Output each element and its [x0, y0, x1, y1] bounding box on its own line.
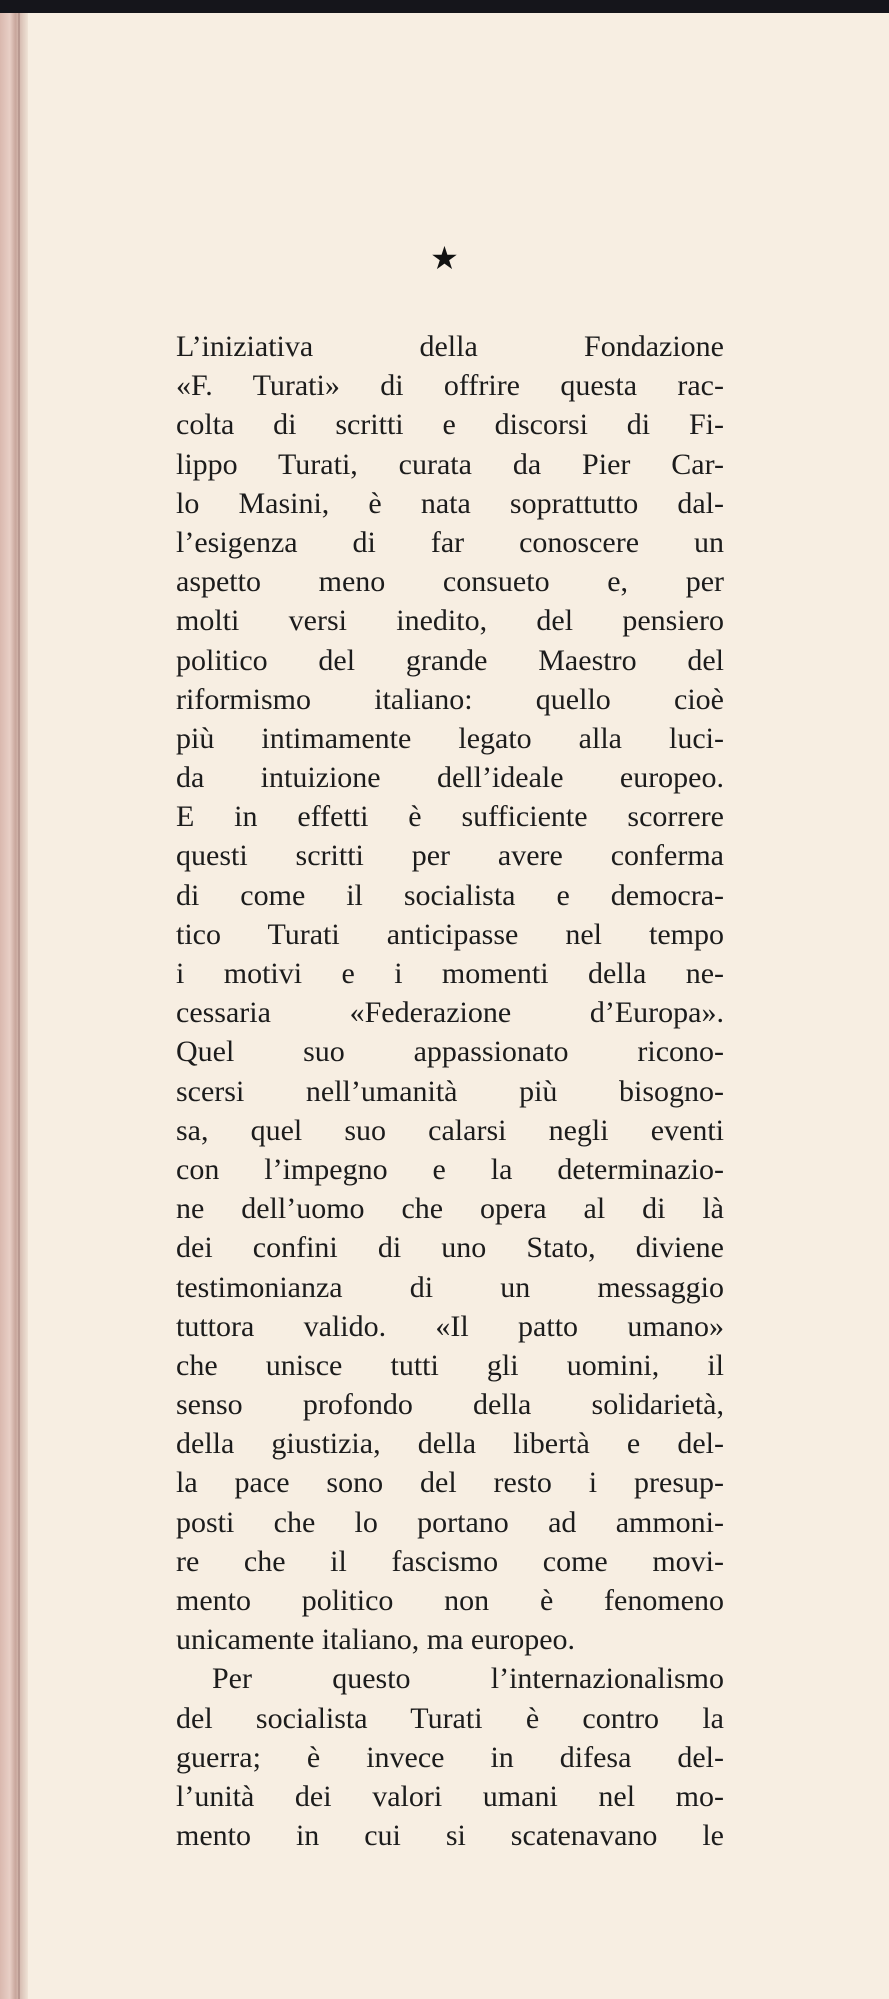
text-line: posti che lo portano ad ammoni-: [176, 1505, 724, 1539]
text-line: questi scritti per avere conferma: [176, 839, 724, 873]
star-ornament: ★: [430, 239, 459, 277]
text-line: tuttora valido. «Il patto umano»: [176, 1309, 724, 1343]
text-line: l’esigenza di far conoscere un: [176, 525, 724, 559]
text-line: i motivi e i momenti della ne-: [176, 957, 724, 990]
text-line: da intuizione dell’ideale europeo.: [176, 761, 724, 795]
text-line: guerra; è invece in difesa del-: [176, 1740, 724, 1774]
text-line: colta di scritti e discorsi di Fi-: [176, 408, 724, 442]
text-line: mento politico non è fenomeno: [176, 1584, 724, 1617]
text-line: «F. Turati» di offrire questa rac-: [176, 369, 724, 403]
text-line: più intimamente legato alla luci-: [176, 721, 724, 755]
text-line: tico Turati anticipasse nel tempo: [176, 917, 724, 951]
text-line: Per questo l’internazionalismo: [212, 1662, 724, 1696]
text-line: mento in cui si scatenavano le: [176, 1819, 724, 1853]
text-line: scersi nell’umanità più bisogno-: [176, 1074, 724, 1108]
text-line: della giustizia, della libertà e del-: [176, 1427, 724, 1461]
text-line: sa, quel suo calarsi negli eventi: [176, 1113, 724, 1147]
text-line: di come il socialista e democra-: [176, 878, 724, 912]
text-line: riformismo italiano: quello cioè: [176, 682, 724, 716]
text-line: dei confini di uno Stato, diviene: [176, 1231, 724, 1265]
text-line: molti versi inedito, del pensiero: [176, 604, 724, 638]
text-line: con l’impegno e la determinazio-: [176, 1152, 724, 1186]
text-line: cessaria «Federazione d’Europa».: [176, 996, 724, 1030]
scan-top-edge: [0, 0, 889, 13]
text-line: Quel suo appassionato ricono-: [176, 1035, 724, 1069]
text-line: aspetto meno consueto e, per: [176, 565, 724, 599]
text-line: lippo Turati, curata da Pier Car-: [176, 447, 724, 481]
body-text: [176, 327, 724, 1855]
text-line: L’iniziativa della Fondazione: [176, 330, 724, 363]
text-line: del socialista Turati è contro la: [176, 1701, 724, 1735]
text-line: re che il fascismo come movi-: [176, 1544, 724, 1578]
book-spine: [0, 13, 28, 1999]
text-line: l’unità dei valori umani nel mo-: [176, 1779, 724, 1813]
text-line: che unisce tutti gli uomini, il: [176, 1348, 724, 1382]
text-line: senso profondo della solidarietà,: [176, 1388, 724, 1422]
text-line: E in effetti è sufficiente scorrere: [176, 800, 724, 834]
text-line: unicamente italiano, ma europeo.: [176, 1623, 576, 1657]
text-line: ne dell’uomo che opera al di là: [176, 1192, 724, 1226]
text-line: lo Masini, è nata soprattutto dal-: [176, 486, 724, 520]
text-line: politico del grande Maestro del: [176, 643, 724, 677]
text-line: la pace sono del resto i presup-: [176, 1466, 724, 1500]
spine-fold-line: [18, 13, 20, 1999]
text-line: testimonianza di un messaggio: [176, 1270, 724, 1304]
